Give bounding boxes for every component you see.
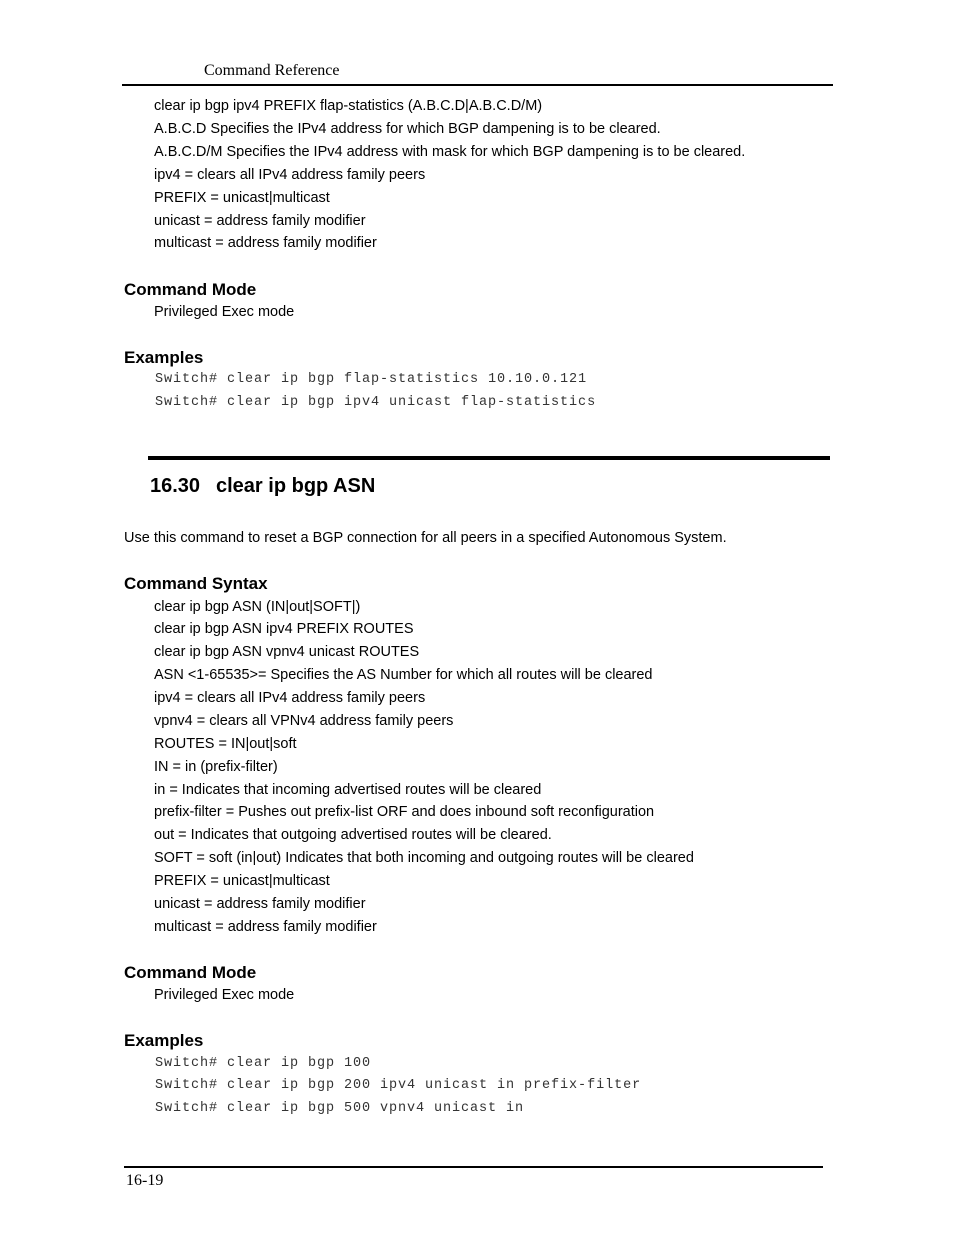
example-code-line: Switch# clear ip bgp 500 vpnv4 unicast in bbox=[155, 1101, 525, 1116]
command-mode-text: Privileged Exec mode bbox=[154, 987, 295, 1003]
command-mode-text: Privileged Exec mode bbox=[154, 304, 295, 320]
examples-heading: Examples bbox=[124, 1031, 204, 1050]
section-intro: Use this command to reset a BGP connection for all peers in a specified Autonomous System. bbox=[124, 530, 727, 546]
syntax-line: ROUTES = IN|out|soft bbox=[154, 736, 297, 752]
section-number: 16.30 bbox=[150, 475, 201, 497]
section-rule bbox=[148, 456, 830, 460]
syntax-line: A.B.C.D/M Specifies the IPv4 address with mask for which BGP dampening is to be cleared. bbox=[154, 144, 746, 160]
syntax-line: multicast = address family modifier bbox=[154, 919, 377, 935]
syntax-line: ipv4 = clears all IPv4 address family peers bbox=[154, 690, 426, 706]
syntax-line: ASN <1-65535>= Specifies the AS Number for which all routes will be cleared bbox=[154, 667, 653, 683]
page-number: 16-19 bbox=[126, 1172, 164, 1189]
syntax-line: vpnv4 = clears all VPNv4 address family peers bbox=[154, 713, 454, 729]
example-code-line: Switch# clear ip bgp 200 ipv4 unicast in prefix-filter bbox=[155, 1078, 642, 1093]
syntax-line: multicast = address family modifier bbox=[154, 235, 377, 251]
running-header-title: Command Reference bbox=[204, 62, 340, 79]
command-syntax-heading: Command Syntax bbox=[124, 574, 268, 593]
syntax-line: SOFT = soft (in|out) Indicates that both incoming and outgoing routes will be cleared bbox=[154, 850, 694, 866]
section-title-text: clear ip bgp ASN bbox=[216, 475, 376, 497]
syntax-line: IN = in (prefix-filter) bbox=[154, 759, 278, 775]
examples-heading: Examples bbox=[124, 348, 204, 367]
syntax-line: in = Indicates that incoming advertised routes will be cleared bbox=[154, 782, 542, 798]
syntax-line: prefix-filter = Pushes out prefix-list ORF and does inbound soft reconfiguration bbox=[154, 804, 655, 820]
header-rule bbox=[122, 84, 833, 86]
syntax-line: clear ip bgp ipv4 PREFIX flap-statistics (A.B.C.D|A.B.C.D/M) bbox=[154, 98, 543, 114]
syntax-line: PREFIX = unicast|multicast bbox=[154, 190, 330, 206]
command-mode-heading: Command Mode bbox=[124, 280, 257, 299]
syntax-line: unicast = address family modifier bbox=[154, 896, 366, 912]
syntax-line: out = Indicates that outgoing advertised routes will be cleared. bbox=[154, 827, 552, 843]
syntax-line: PREFIX = unicast|multicast bbox=[154, 873, 330, 889]
syntax-line: clear ip bgp ASN ipv4 PREFIX ROUTES bbox=[154, 621, 414, 637]
command-mode-heading: Command Mode bbox=[124, 963, 257, 982]
syntax-line: clear ip bgp ASN vpnv4 unicast ROUTES bbox=[154, 644, 420, 660]
syntax-line: A.B.C.D Specifies the IPv4 address for which BGP dampening is to be cleared. bbox=[154, 121, 661, 137]
footer-rule bbox=[124, 1166, 823, 1168]
syntax-line: unicast = address family modifier bbox=[154, 213, 366, 229]
section-title bbox=[150, 474, 375, 498]
example-code-line: Switch# clear ip bgp ipv4 unicast flap-statistics bbox=[155, 395, 597, 410]
syntax-line: ipv4 = clears all IPv4 address family peers bbox=[154, 167, 426, 183]
example-code-line: Switch# clear ip bgp flap-statistics 10.10.0.121 bbox=[155, 372, 588, 387]
syntax-line: clear ip bgp ASN (IN|out|SOFT|) bbox=[154, 599, 361, 615]
example-code-line: Switch# clear ip bgp 100 bbox=[155, 1056, 372, 1071]
